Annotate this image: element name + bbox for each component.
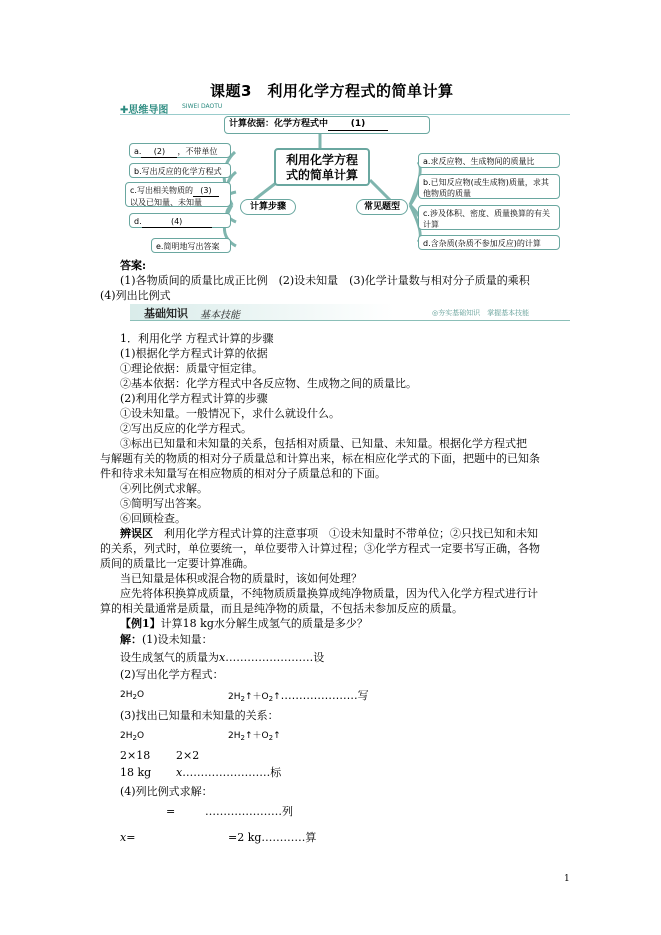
step-e: e.简明地写出答案 (151, 238, 231, 253)
section1-title: 1．利用化学 方程式计算的步骤 (120, 332, 274, 345)
pitfall-line-3: 质间的质量比一定要计算准确。 (100, 557, 254, 570)
page-number: 1 (564, 874, 570, 884)
proportion-eq: = (166, 805, 176, 818)
page-title: 课题3 利用化学方程式的简单计算 (210, 82, 454, 100)
mindmap-icon: ✚ (120, 105, 129, 116)
question-line: 当已知量是体积或混合物的质量时，该如何处理？ (120, 572, 362, 585)
basis-blank: (1) (328, 119, 388, 131)
line-4: (2)利用化学方程式计算的步骤 (120, 392, 268, 405)
solution-step-2: (2)写出化学方程式： (120, 668, 224, 681)
answer-label: 答案: (120, 259, 147, 272)
solution-assume: 设生成氢气的质量为x……………………设 (120, 651, 325, 664)
line-11: ⑤简明写出答案。 (120, 497, 208, 510)
mass-ratio-1: 2×18 (120, 749, 151, 762)
example-label: 【例1】 (120, 617, 161, 630)
answer-para-2: 算的相关量通常是质量，而且是纯净物的质量，不包括未参加反应的质量。 (100, 602, 463, 615)
line-6: ②写出反应的化学方程式。 (120, 422, 252, 435)
step-d: d. (4) (129, 213, 231, 228)
line-5: ①设未知量。一般情况下，求什么就设什么。 (120, 407, 340, 420)
equation-reactant-2: $2H_2O$ (120, 731, 145, 742)
unknown-mass: x……………………标 (176, 766, 282, 779)
type-d: d.含杂质(杂质不参加反应)的计算 (418, 235, 560, 250)
step-c: c.写出相关物质的 (3) 以及已知量、未知量 (125, 182, 231, 207)
line-9: 件和待求未知量写在相应物质的相对分子质量总和的下面。 (100, 467, 386, 480)
answer-line-1: (1)各物质间的质量比成正比例 (2)设未知量 (3)化学计量数与相对分子质量的乘积 (120, 274, 530, 287)
mindmap-label: ✚思维导图 (120, 105, 169, 116)
x-result-value: =2 kg…………算 (228, 831, 317, 844)
known-mass: 18 kg (120, 766, 152, 779)
type-b: b.已知反应物(或生成物)质量，求其他物质的质量 (418, 174, 560, 199)
type-c: c.涉及体积、密度、质量换算的有关计算 (418, 205, 560, 230)
step-b: b.写出反应的化学方程式 (129, 163, 231, 178)
solution-step-4: (4)列比例式求解： (120, 785, 213, 798)
mindmap-label-en: SIWEI DAOTU (182, 103, 223, 110)
step-a: a. (2) ，不带单位 (129, 143, 231, 158)
example-line: 【例1】计算18 kg水分解生成氢气的质量是多少？ (120, 617, 368, 630)
solution-step-1: 解：(1)设未知量： (120, 633, 213, 646)
banner-sub: 基本技能 (200, 310, 240, 321)
types-label: 常见题型 (356, 199, 408, 215)
equation-products: $2H_2↑+O_2↑\dots\dots\dots\dots\dots\dots\dots$写 (228, 689, 369, 703)
pitfall-line-1: 辨误区 利用化学方程式计算的注意事项 ①设未知量时不带单位；②只找已知和未知 (120, 527, 538, 540)
section-banner (130, 304, 570, 321)
answer-line-2: (4)列出比例式 (100, 289, 171, 302)
line-8: 与解题有关的物质的相对分子质量总和计算出来，标在相应化学式的下面，把题中的已知条 (100, 452, 540, 465)
pitfall-label: 辨误区 (120, 527, 153, 540)
line-3: ②基本依据：化学方程式中各反应物、生成物之间的质量比。 (120, 377, 417, 390)
equation-products-2: $2H_2↑+O_2↑$ (228, 731, 281, 742)
line-7: ③标出已知量和未知量的关系，包括相对质量、已知量、未知量。根据化学方程式把 (120, 437, 527, 450)
answer-para-1: 应先将体积换算成质量，不纯物质质量换算成纯净物质量，因为代入化学方程式进行计 (120, 587, 538, 600)
line-12: ⑥回顾检查。 (120, 512, 186, 525)
type-a: a.求反应物、生成物间的质量比 (418, 153, 560, 168)
pitfall-line-2: 的关系，列式时，单位要统一，单位要带入计算过程；③化学方程式一定要书写正确，各物 (100, 542, 540, 555)
basis-box: 计算依据：化学方程式中 (1) (224, 116, 430, 134)
steps-label: 计算步骤 (240, 199, 296, 215)
banner-main: 基础知识 (144, 307, 188, 320)
solution-step-3: (3)找出已知量和未知量的关系： (120, 709, 279, 722)
proportion-dots: …………………列 (205, 805, 293, 818)
banner-right: ◎夯实基础知识 掌握基本技能 (432, 309, 530, 317)
mindmap-center: 利用化学方程 式的简单计算 (274, 148, 370, 186)
line-2: ①理论依据：质量守恒定律。 (120, 362, 263, 375)
line-1: (1)根据化学方程式计算的依据 (120, 347, 268, 360)
x-result-label: x= (120, 831, 136, 844)
equation-reactant: $2H_2O$ (120, 690, 145, 701)
line-10: ④列比例式求解。 (120, 482, 208, 495)
mass-ratio-2: 2×2 (176, 749, 200, 762)
